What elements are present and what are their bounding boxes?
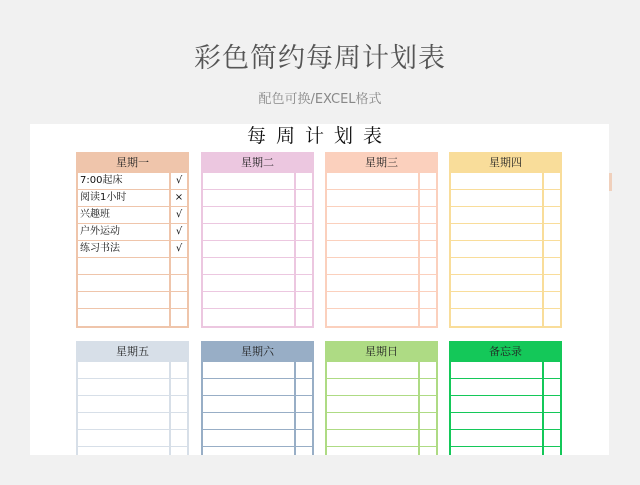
task-cell[interactable] [203,275,296,291]
status-mark-cell[interactable] [420,275,436,291]
status-mark-cell[interactable]: × [174,192,184,203]
day-card-header: 星期四 [449,152,562,173]
status-mark-cell[interactable] [296,224,312,240]
task-cell[interactable] [327,241,420,257]
status-mark-cell[interactable] [544,275,560,291]
task-cell[interactable]: 练习书法 [78,241,171,257]
task-cell[interactable] [203,292,296,308]
task-row [451,292,560,309]
task-cell[interactable] [451,413,544,429]
task-row [327,275,436,292]
status-mark-cell[interactable] [544,430,560,446]
day-card-thursday [449,152,562,328]
task-row [451,275,560,292]
status-mark-cell[interactable] [544,413,560,429]
task-row [78,430,187,447]
day-card-header: 星期三 [325,152,438,173]
task-row [78,190,187,207]
status-mark-cell[interactable] [296,379,312,395]
task-cell[interactable] [451,190,544,206]
task-cell[interactable] [451,309,544,326]
status-mark-cell[interactable] [296,292,312,308]
planner-sheet [30,124,609,455]
task-cell[interactable] [203,190,296,206]
task-cell[interactable] [327,309,420,326]
task-row [327,447,436,455]
status-mark-cell[interactable] [171,430,187,446]
task-row [78,275,187,292]
status-mark-cell[interactable] [544,241,560,257]
status-mark-cell[interactable] [420,292,436,308]
task-cell[interactable] [78,396,171,412]
task-row [78,396,187,413]
status-mark-cell[interactable] [544,447,560,455]
task-row [203,190,312,207]
status-mark-cell[interactable] [544,362,560,378]
task-row [203,430,312,447]
status-mark-cell[interactable] [171,379,187,395]
status-mark-cell[interactable] [171,362,187,378]
task-row [78,241,187,258]
task-cell[interactable] [203,224,296,240]
task-cell[interactable] [451,224,544,240]
day-card-header: 星期六 [201,341,314,362]
status-mark-cell[interactable] [420,396,436,412]
task-cell[interactable] [78,258,171,274]
status-mark-cell[interactable] [296,258,312,274]
status-mark-cell[interactable]: √ [175,243,183,254]
task-cell[interactable] [78,275,171,291]
task-cell[interactable] [78,362,171,378]
status-mark-cell[interactable] [296,309,312,326]
status-mark-cell[interactable] [544,292,560,308]
task-cell[interactable] [203,309,296,326]
task-cell[interactable] [451,207,544,223]
task-cell[interactable] [203,241,296,257]
task-cell[interactable] [327,207,420,223]
task-row [451,258,560,275]
task-cell[interactable] [327,447,420,455]
task-cell[interactable] [327,173,420,189]
task-cell[interactable] [451,173,544,189]
day-card-header: 星期日 [325,341,438,362]
task-cell[interactable] [327,190,420,206]
status-mark-cell[interactable] [544,173,560,189]
status-mark-cell[interactable] [420,447,436,455]
task-cell[interactable] [451,430,544,446]
task-row [451,173,560,190]
day-card-saturday [201,341,314,455]
task-cell[interactable] [203,207,296,223]
status-mark-cell[interactable] [420,258,436,274]
task-cell[interactable] [451,447,544,455]
task-row [203,207,312,224]
task-cell[interactable] [327,292,420,308]
status-mark-cell[interactable] [296,207,312,223]
task-cell[interactable] [327,275,420,291]
task-row [78,362,187,379]
status-mark-cell[interactable] [171,275,187,291]
task-row [451,413,560,430]
task-row [203,173,312,190]
task-cell[interactable]: 户外运动 [78,224,171,240]
task-cell[interactable] [327,258,420,274]
day-card-header: 星期二 [201,152,314,173]
status-mark-cell[interactable] [544,258,560,274]
status-mark-cell[interactable] [296,173,312,189]
status-mark-cell[interactable] [544,379,560,395]
day-card-tuesday [201,152,314,328]
task-row [203,309,312,326]
task-row [327,292,436,309]
task-row [327,309,436,326]
status-mark-cell[interactable] [296,430,312,446]
status-mark-cell[interactable] [420,224,436,240]
status-mark-cell[interactable]: √ [175,175,183,186]
day-card-friday [76,341,189,455]
status-mark-cell[interactable] [171,447,187,455]
status-mark-cell[interactable] [544,190,560,206]
task-row [327,241,436,258]
task-cell[interactable] [78,309,171,326]
task-cell[interactable] [327,379,420,395]
status-mark-cell[interactable] [171,309,187,326]
task-cell[interactable] [78,379,171,395]
task-cell[interactable]: 阅读1小时 [78,190,171,206]
day-card-monday [76,152,189,328]
task-row [203,447,312,455]
task-row [451,190,560,207]
task-row [327,379,436,396]
task-cell[interactable] [327,224,420,240]
status-mark-cell[interactable] [296,362,312,378]
page-title: 彩色简约每周计划表 [194,43,446,74]
task-row [327,396,436,413]
task-cell[interactable] [78,447,171,455]
task-row [78,379,187,396]
status-mark-cell[interactable]: √ [175,209,183,220]
task-row [451,447,560,455]
status-mark-cell[interactable] [544,224,560,240]
task-cell[interactable] [78,292,171,308]
task-cell[interactable]: 7:00起床 [78,173,171,189]
task-row [203,292,312,309]
task-cell[interactable] [451,275,544,291]
task-cell[interactable] [451,292,544,308]
page-subtitle: 配色可换/EXCEL格式 [258,92,382,107]
status-mark-cell[interactable] [544,207,560,223]
task-cell[interactable] [203,447,296,455]
task-cell[interactable] [451,258,544,274]
status-mark-cell[interactable] [296,190,312,206]
status-mark-cell[interactable] [296,413,312,429]
task-row [203,275,312,292]
task-cell[interactable] [203,413,296,429]
task-row [327,190,436,207]
task-cell[interactable] [203,362,296,378]
task-row [451,224,560,241]
day-card-wednesday [325,152,438,328]
task-row [451,362,560,379]
status-mark-cell[interactable] [420,173,436,189]
task-row [327,430,436,447]
status-mark-cell[interactable] [420,190,436,206]
status-mark-cell[interactable] [420,379,436,395]
task-row [203,362,312,379]
task-row [78,258,187,275]
task-cell[interactable] [78,430,171,446]
task-cell[interactable] [327,430,420,446]
day-card-header: 备忘录 [449,341,562,362]
task-row [327,413,436,430]
task-row [327,173,436,190]
task-cell[interactable] [203,396,296,412]
task-cell[interactable] [203,173,296,189]
task-row [327,207,436,224]
task-row [451,379,560,396]
task-row [203,224,312,241]
day-card-sunday [325,341,438,455]
task-row [78,292,187,309]
task-row [451,207,560,224]
task-row [203,258,312,275]
status-mark-cell[interactable] [544,396,560,412]
status-mark-cell[interactable] [171,413,187,429]
task-row [203,413,312,430]
task-row [78,224,187,241]
task-cell[interactable] [203,430,296,446]
task-row [327,362,436,379]
task-cell[interactable] [451,362,544,378]
status-mark-cell[interactable] [296,447,312,455]
task-row [78,447,187,455]
day-card-header: 星期五 [76,341,189,362]
task-cell[interactable]: 兴趣班 [78,207,171,223]
task-cell[interactable] [451,396,544,412]
task-cell[interactable] [327,413,420,429]
task-row [78,413,187,430]
task-cell[interactable] [203,379,296,395]
task-cell[interactable] [327,396,420,412]
status-mark-cell[interactable] [296,241,312,257]
task-row [451,309,560,326]
sheet-title: 每周计划表 [246,125,392,147]
task-cell[interactable] [451,379,544,395]
status-mark-cell[interactable] [171,396,187,412]
task-cell[interactable] [327,362,420,378]
task-row [78,309,187,326]
task-row [78,207,187,224]
status-mark-cell[interactable] [544,309,560,326]
task-row [78,173,187,190]
task-row [327,258,436,275]
status-mark-cell[interactable]: √ [175,226,183,237]
day-card-header: 星期一 [76,152,189,173]
task-row [203,379,312,396]
status-mark-cell[interactable] [171,292,187,308]
status-mark-cell[interactable] [420,362,436,378]
status-mark-cell[interactable] [420,241,436,257]
status-mark-cell[interactable] [420,309,436,326]
task-row [203,396,312,413]
status-mark-cell[interactable] [296,396,312,412]
status-mark-cell[interactable] [420,430,436,446]
task-cell[interactable] [203,258,296,274]
task-row [451,241,560,258]
task-row [451,430,560,447]
task-cell[interactable] [78,413,171,429]
status-mark-cell[interactable] [171,258,187,274]
status-mark-cell[interactable] [296,275,312,291]
day-card-memo [449,341,562,455]
task-row [451,396,560,413]
status-mark-cell[interactable] [420,207,436,223]
task-row [327,224,436,241]
sheet-edge-tab [609,173,612,191]
task-row [203,241,312,258]
status-mark-cell[interactable] [420,413,436,429]
task-cell[interactable] [451,241,544,257]
